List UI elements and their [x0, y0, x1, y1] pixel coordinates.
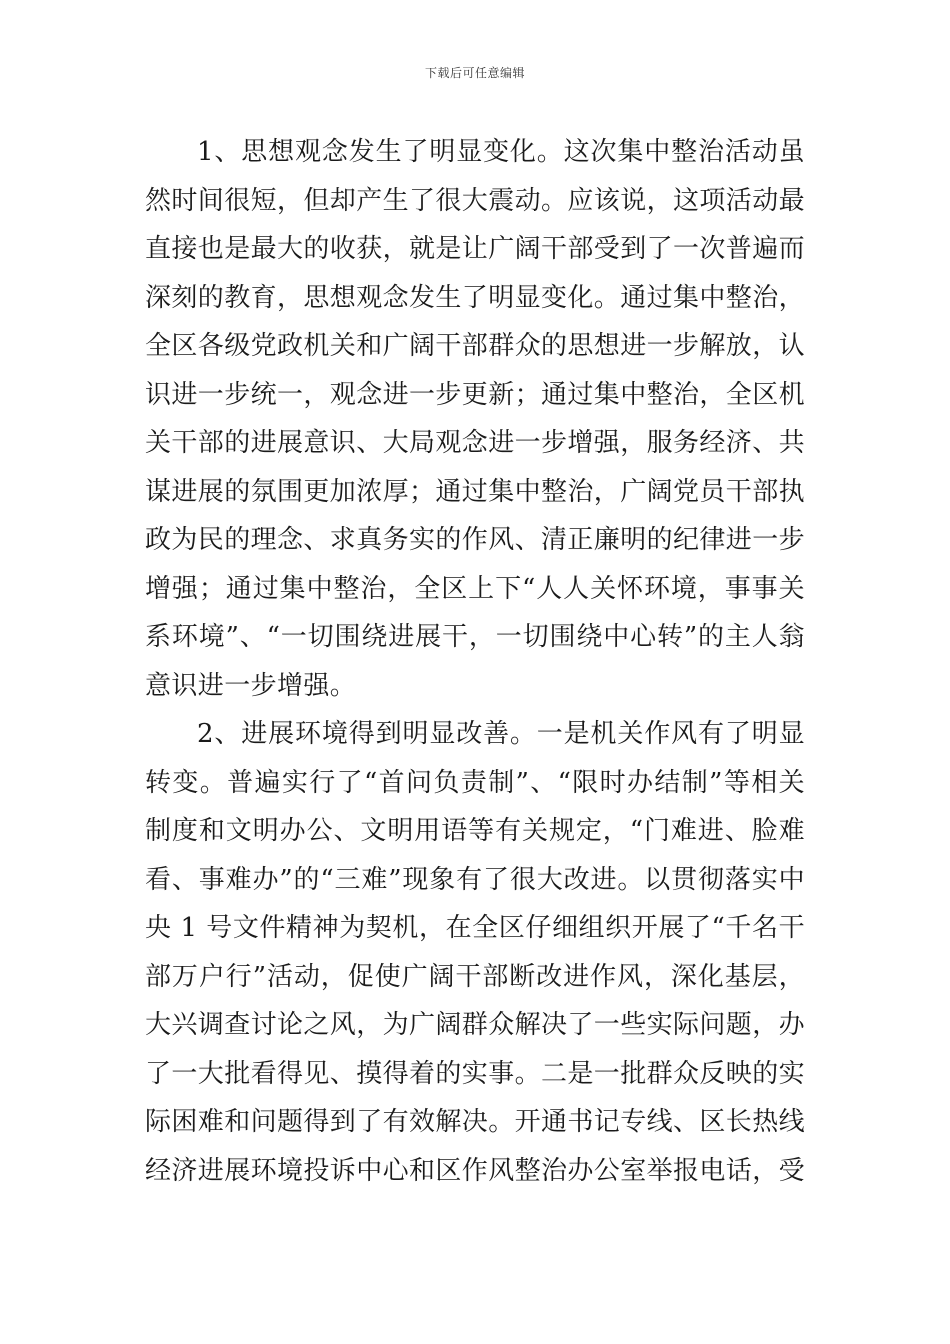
paragraph-2: 2、进展环境得到明显改善。一是机关作风有了明显转变。普遍实行了“首问负责制”、“限时办结制”等相关制度和文明办公、文明用语等有关规定，“门难进、脸难看、事难办”的“三难”现象有了很大改进。以贯彻落实中央 1 号文件精神为契机，在全区仔细组织开展了“千名干部万户行”活动，促使广阔干部断改进作风，深化基层，大兴调查讨论之风，为广阔群众解决了一些实际问题，办了一大批看得见、摸得着的实事。二是一批群众反映的实际困难和问题得到了有效解决。开通书记专线、区长热线经济进展环境投诉中心和区作风整治办公室举报电话，受 — [145, 719, 806, 1186]
document-body — [145, 128, 805, 1195]
paragraph-1: 1、思想观念发生了明显变化。这次集中整治活动虽然时间很短，但却产生了很大震动。应该说，这项活动最直接也是最大的收获，就是让广阔干部受到了一次普遍而深刻的教育，思想观念发生了明显变化。通过集中整治，全区各级党政机关和广阔干部群众的思想进一步解放，认识进一步统一，观念进一步更新；通过集中整治，全区机关干部的进展意识、大局观念进一步增强，服务经济、共谋进展的氛围更加浓厚；通过集中整治，广阔党员干部执政为民的理念、求真务实的作风、清正廉明的纪律进一步增强；通过集中整治，全区上下“人人关怀环境，事事关系环境”、“一切围绕进展干，一切围绕中心转”的主人翁意识进一步增强。 — [145, 137, 806, 701]
page-header: 下载后可任意编辑 — [424, 66, 525, 80]
